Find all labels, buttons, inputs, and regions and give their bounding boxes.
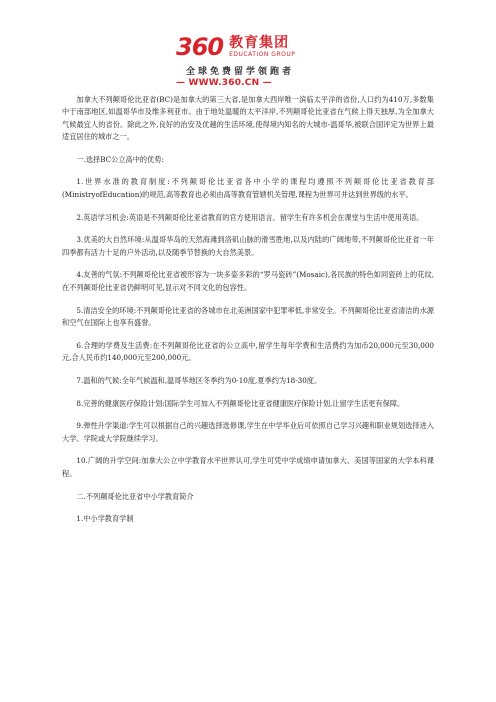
advantage-item: 3.优美的大自然环境:从温哥华岛的天然海滩到洛矶山脉的滑雪胜地,以及内陆的广阔地带,不列颠哥伦比亚省一年四季都有活力十足的户外活动,以及随季节替换的大自然美景。 (62, 235, 434, 257)
advantage-item: 4.友善的气氛:不列颠哥伦比亚省被形容为一块多姿多彩的“罗马瓷砖”(Mosaic),各民族的特色如同瓷砖上的花纹,在不列颠哥伦比亚省仍鲜明可见,显示对不同文化的包容性。 (62, 270, 434, 292)
advantage-item: 1.世界水准的教育制度:不列颠哥伦比亚省各中小学的课程均遵照不列颠哥伦比亚省教育部(MinistryofEducation)的规范,高等教育也必须由高等教育管辖机关管理,课程为世界可并达到世界级的水平。 (62, 177, 434, 199)
advantage-item: 7.温和的气候:全年气候温和,温哥华地区冬季约为0-10度,夏季约为18-30度。 (76, 375, 322, 385)
intro-paragraph: 加拿大不列颠哥伦比亚省(BC)是加拿大的第三大省,是加拿大西岸唯一滨临太平洋的省份,人口约为410万,多数集中于南部地区,如温哥华市及维多利亚市。由于地处温暖的太平洋岸,不列颠哥伦比亚省在气候上得天独厚,为全加拿大气候最宜人的省份。除此之外,良好的治安及优越的生活环境,使得境内知名的大城市-温哥华,被联合国评定为世界上最适宜居住的城市之一。 (62, 95, 434, 141)
advantage-item: 6.合理的学费及生活费:在不列颠哥伦比亚省的公立高中,留学生每年学费和生活费约为加币20,000元至30,000元,合人民币约140,000元至200,000元。 (62, 340, 434, 362)
subsection-heading: 1.中小学教育学制 (76, 514, 134, 524)
site-url: — WWW.360.CN — (176, 78, 272, 88)
brand-logo (176, 34, 295, 60)
advantage-item: 5.清洁安全的环境:不列颠哥伦比亚省的各城市在北美洲国家中犯罪率低,非常安全。不列颠哥伦比亚省清洁的水源和空气在国际上也享有盛誉。 (62, 305, 434, 327)
document-body (62, 94, 434, 536)
brand-slogan: 全球免费留学领跑者 (186, 67, 295, 77)
logo-number: 360 (176, 33, 224, 61)
logo-english-name: EDUCATION GROUP (229, 50, 296, 58)
section-heading-education: 二.不列颠哥伦比亚省中小学教育简介 (76, 491, 194, 501)
page-header (0, 0, 496, 92)
section-heading-advantages: 一.选择BC公立高中的优势: (76, 154, 164, 164)
advantage-item: 2.英语学习机会:英语是不列颠哥伦比亚省教育的官方使用语言。留学生有许多机会在课堂与生活中使用英语。 (76, 212, 424, 222)
advantage-item: 9.弹性升学渠道:学生可以根据自己的兴趣选择选修课,学生在中学毕业后可依照自己学习兴趣和职业规划选择进入大学、学院或大学院继续学习。 (62, 421, 434, 443)
logo-chinese-name: 教育集团 (229, 34, 290, 51)
advantage-item: 8.完善的健康医疗保险计划:国际学生可加入不列颠哥伦比亚省健康医疗保险计划,让留学生活更有保障。 (76, 398, 405, 408)
logo-brand-text (229, 36, 295, 59)
advantage-item: 10.广阔的升学空间:加拿大公立中学教育水平世界认可,学生可凭中学成绩申请加拿大、美国等国家的大学本科课程。 (62, 456, 434, 478)
